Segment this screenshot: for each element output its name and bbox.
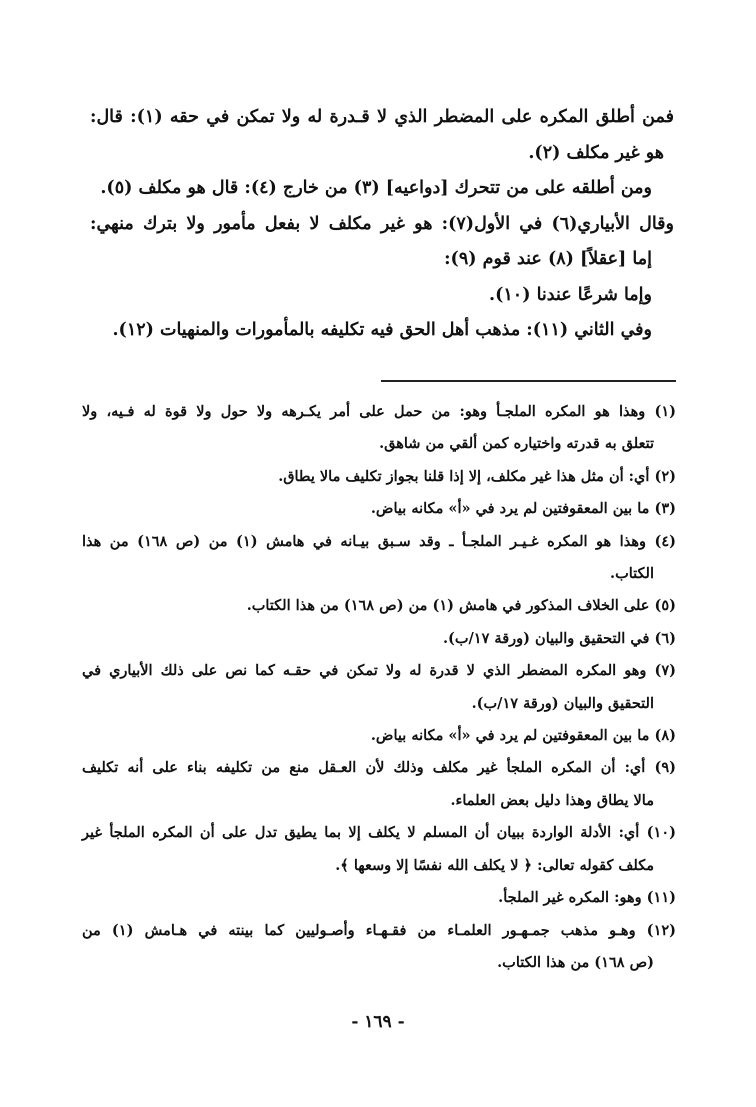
main-text-line: وقال الأبياري(٦) في الأول(٧): هو غير مكلف لا بفعل مأمور ولا بترك منهي: <box>90 213 674 234</box>
footnote-line: (١٢) وهـو مذهب جمـهـور العلمـاء من فقـهـاء وأصـوليين كما بينته في هـامش (١) من <box>82 921 677 939</box>
main-text-line: هو غير مكلف (٢). <box>528 142 664 163</box>
page-number: - ١٦٩ - <box>351 1012 405 1032</box>
footnote-line: (٧) وهو المكره المضطر الذي لا قدرة له ولا تمكن في حقـه كما نص على ذلك الأبياري في <box>82 662 676 680</box>
footnote-line: (١٠) أي: الأدلة الواردة ببيان أن المسلم لا يكلف إلا بما يطيق تدل على أن المكره الملجأ غير <box>82 824 676 842</box>
footnotes-block <box>82 396 676 979</box>
footnote-line: (٤) وهذا هو المكره غـيـر الملجـأ ـ وقد سـبق بيـانه في هامش (١) من (ص ١٦٨) من هذا <box>82 532 676 550</box>
footnote-line: الكتاب. <box>610 565 654 583</box>
footnote-line: (ص ١٦٨) من هذا الكتاب. <box>497 953 654 971</box>
footnote-line: (١) وهذا هو المكره الملجـأ وهو: من حمل على أمر يكـرهه ولا حول ولا قوة له فـيه، ولا <box>82 403 676 420</box>
footnote-divider <box>381 380 676 382</box>
main-text-line: وفي الثاني (١١): مذهب أهل الحق فيه تكليفه بالمأمورات والمنهيات (١٢). <box>112 320 652 340</box>
footnote-line: (٩) أي: أن المكره الملجأ غير مكلف وذلك لأن العـقل منع من تكليفه بناء على أنه تكليف <box>82 759 676 777</box>
footnote-line: (٢) أي: أن مثل هذا غير مكلف، إلا إذا قلنا بجواز تكليف مالا يطاق. <box>278 467 676 485</box>
main-text-line: وإما شرعًا عندنا (١٠). <box>489 284 652 305</box>
footnote-line: مالا يطاق وهذا دليل بعض العلماء. <box>450 791 654 809</box>
footnote-line: (٦) في التحقيق والبيان (ورقة ١٧/ب). <box>442 629 676 647</box>
footnote-line: (١١) وهو: المكره غير الملجأ. <box>498 889 676 907</box>
main-text-line: إما [عقلاً] (٨) عند قوم (٩): <box>444 249 652 269</box>
main-text-line: فمن أطلق المكره على المضطر الذي لا قـدرة له ولا تمكن في حقه (١): قال: <box>90 107 674 127</box>
footnote-line: تتعلق به قدرته واختياره كمن ألقي من شاهق. <box>379 435 654 453</box>
footnote-line: (٣) ما بين المعقوفتين لم يرد في «أ» مكانه بياض. <box>370 500 676 518</box>
footnote-line: التحقيق والبيان (ورقة ١٧/ب). <box>471 694 654 712</box>
footnote-line: مكلف كقوله تعالى: ﴿ لا يكلف الله نفسًا إلا وسعها ﴾. <box>335 856 654 874</box>
main-text-line: ومن أطلقه على من تتحرك [دواعيه] (٣) من خارج (٤): قال هو مكلف (٥). <box>100 178 652 198</box>
footnote-line: (٨) ما بين المعقوفتين لم يرد في «أ» مكانه بياض. <box>370 727 676 745</box>
main-text-block <box>90 100 674 349</box>
footnote-line: (٥) على الخلاف المذكور في هامش (١) من (ص ١٦٨) من هذا الكتاب. <box>246 597 676 615</box>
